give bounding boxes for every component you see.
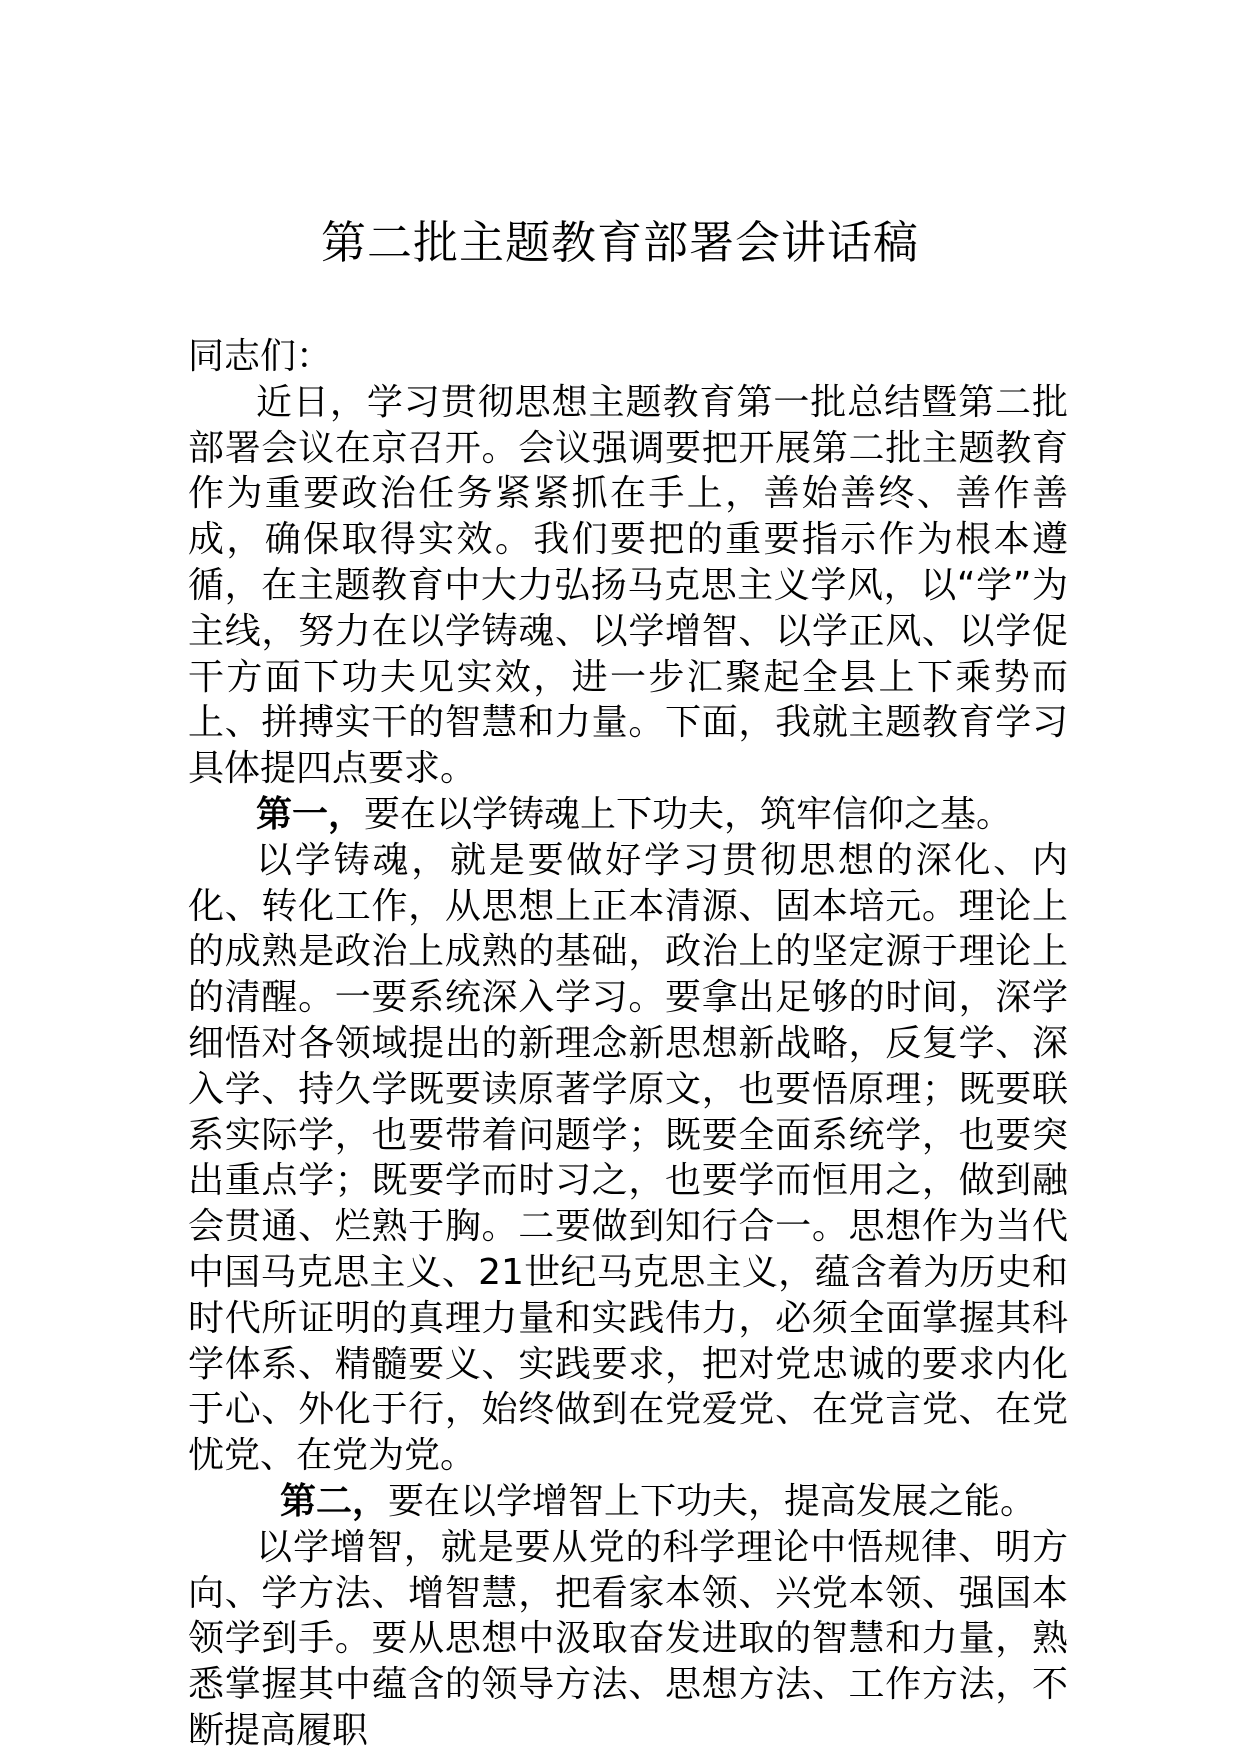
section-2-paragraph: 以学增智，就是要从党的科学理论中悟规律、明方向、学方法、增智慧，把看家本领、兴党本领、强国本领学到手。要从思想中汲取奋发进取的智慧和力量，熟悉掌握其中蕴含的领导方法、思想方法、工作方法，不断提高履职 <box>188 1526 1068 1751</box>
section-heading-2-lead: 第二， <box>280 1480 389 1522</box>
document-title: 第二批主题教育部署会讲话稿 <box>320 216 919 269</box>
salutation: 同志们： <box>188 336 333 377</box>
section-heading-2 <box>188 1479 1068 1525</box>
section-heading-1-rest: 要在以学铸魂上下功夫， <box>364 793 761 835</box>
section-1-paragraph: 以学铸魂，就是要做好学习贯彻思想的深化、内化、转化工作，从思想上正本清源、固本培元。理论上的成熟是政治上成熟的基础，政治上的坚定源于理论上的清醒。一要系统深入学习。要拿出足够的时间，深学细悟对各领域提出的新理念新思想新战略，反复学、深入学、持久学既要读原著学原文，也要悟原理；既要联系实际学，也要带着问题学；既要全面系统学，也要突出重点学；既要学而时习之，也要学而恒用之，做到融会贯通、烂熟于胸。二要做到知行合一。思想作为当代中国马克思主义、21世纪马克思主义，蕴含着为历史和时代所证明的真理力量和实践伟力，必须全面掌握其科学体系、精髓要义、实践要求，把对党忠诚的要求内化于心、外化于行，始终做到在党爱党、在党言党、在党忧党、在党为党。 <box>188 839 1068 1477</box>
section-heading-1-lead: 第一， <box>256 793 365 835</box>
section-heading-1-tail: 筑牢信仰之基。 <box>760 793 1013 835</box>
section-heading-2-rest: 要在以学增智上下功夫， <box>388 1480 785 1522</box>
intro-paragraph: 近日，学习贯彻思想主题教育第一批总结暨第二批部署会议在京召开。会议强调要把开展第二批主题教育作为重要政治任务紧紧抓在手上，善始善终、善作善成，确保取得实效。我们要把的重要指示作为根本遵循，在主题教育中大力弘扬马克思主义学风，以“学”为主线，努力在以学铸魂、以学增智、以学正风、以学促干方面下功夫见实效，进一步汇聚起全县上下乘势而上、拼搏实干的智慧和力量。下面，我就主题教育学习具体提四点要求。 <box>188 381 1068 790</box>
document-body <box>188 334 1068 1754</box>
section-heading-1 <box>188 792 1068 838</box>
section-heading-2-tail: 提高发展之能。 <box>784 1480 1037 1522</box>
